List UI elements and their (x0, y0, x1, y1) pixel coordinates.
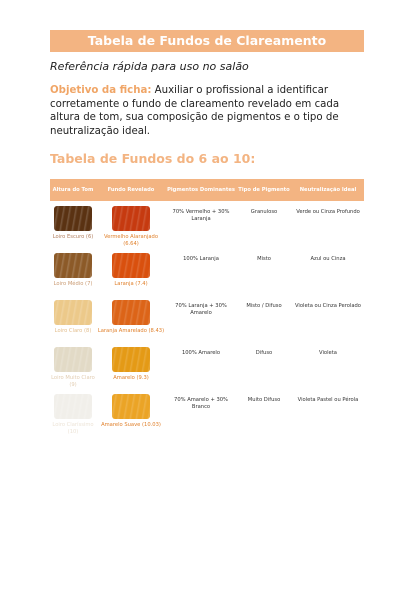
hair-swatch-tone (54, 206, 92, 231)
pigments-cell: 100% Laranja (183, 256, 219, 262)
type-cell: Granuloso (250, 209, 278, 215)
fundos-table (50, 179, 364, 436)
fundo-label: Amarelo Suave (10.03) (101, 422, 161, 428)
tone-cell (50, 389, 96, 436)
fundo-label: Amarelo (9.3) (113, 375, 149, 381)
objective-text: Auxiliar o profissional a identificar corretamente o fundo de clareamento revelado em cada altura de tom, sua composição de pigmentos e o tipo de neutralização ideal. (50, 85, 340, 137)
table-row (50, 201, 364, 248)
tone-cell (50, 201, 96, 248)
header-neutral: Neutralização Ideal (299, 186, 357, 193)
fundo-cell (96, 201, 166, 248)
table-row (50, 295, 364, 342)
tone-label: Loiro Claro (8) (54, 328, 92, 334)
table-body (50, 201, 364, 436)
table-row (50, 389, 364, 436)
objective-label: Objetivo da ficha: (50, 85, 152, 96)
type-cell: Difuso (255, 350, 273, 356)
pigments-cell: 100% Amarelo (181, 350, 221, 356)
fundo-label: Laranja (7.4) (114, 281, 148, 287)
pigments-cell: 70% Vermelho + 30% Laranja (172, 209, 230, 222)
neutral-cell: Azul ou Cinza (310, 256, 346, 262)
header-tone: Altura do Tom (52, 186, 94, 193)
subtitle: Referência rápida para uso no salão (50, 60, 249, 73)
neutral-cell: Violeta (319, 350, 337, 356)
type-cell: Muito Difuso (247, 397, 281, 403)
hair-swatch-fundo (112, 347, 150, 372)
type-cell: Misto / Difuso (246, 303, 282, 309)
pigments-cell: 70% Laranja + 30% Amarelo (175, 303, 227, 316)
header-type: Tipo de Pigmento (238, 186, 290, 193)
hair-swatch-fundo (112, 300, 150, 325)
table-header (50, 179, 364, 201)
tone-cell (50, 342, 96, 389)
neutral-cell: Verde ou Cinza Profundo (296, 209, 360, 215)
objective-paragraph (50, 84, 368, 138)
header-fundo: Fundo Revelado (107, 186, 155, 193)
fundo-cell (96, 342, 166, 389)
hair-swatch-fundo (112, 253, 150, 278)
page-title: Tabela de Fundos de Clareamento (50, 30, 364, 52)
hair-swatch-fundo (112, 394, 150, 419)
tone-cell (50, 248, 96, 295)
fundo-label: Vermelho Alaranjado (6.64) (103, 234, 159, 247)
pigments-cell: 70% Amarelo + 30% Branco (174, 397, 228, 410)
tone-cell (50, 295, 96, 342)
fundo-cell (96, 295, 166, 342)
header-pigments: Pigmentos Dominantes (167, 186, 235, 193)
fundo-label: Laranja Amarelado (8.43) (97, 328, 165, 334)
tone-label: Loiro Médio (7) (53, 281, 93, 287)
table-row (50, 248, 364, 295)
table-row (50, 342, 364, 389)
hair-swatch-tone (54, 394, 92, 419)
neutral-cell: Violeta Pastel ou Pérola (297, 397, 359, 403)
fundo-cell (96, 248, 166, 295)
tone-label: Loiro Muito Claro (9) (51, 375, 95, 388)
fundo-cell (96, 389, 166, 436)
tone-label: Loiro Claríssimo (10) (52, 422, 94, 435)
hair-swatch-tone (54, 300, 92, 325)
section-title: Tabela de Fundos do 6 ao 10: (50, 151, 256, 166)
neutral-cell: Violeta ou Cinza Perolado (295, 303, 361, 309)
tone-label: Loiro Escuro (6) (52, 234, 94, 240)
hair-swatch-tone (54, 347, 92, 372)
type-cell: Misto (257, 256, 271, 262)
hair-swatch-fundo (112, 206, 150, 231)
hair-swatch-tone (54, 253, 92, 278)
